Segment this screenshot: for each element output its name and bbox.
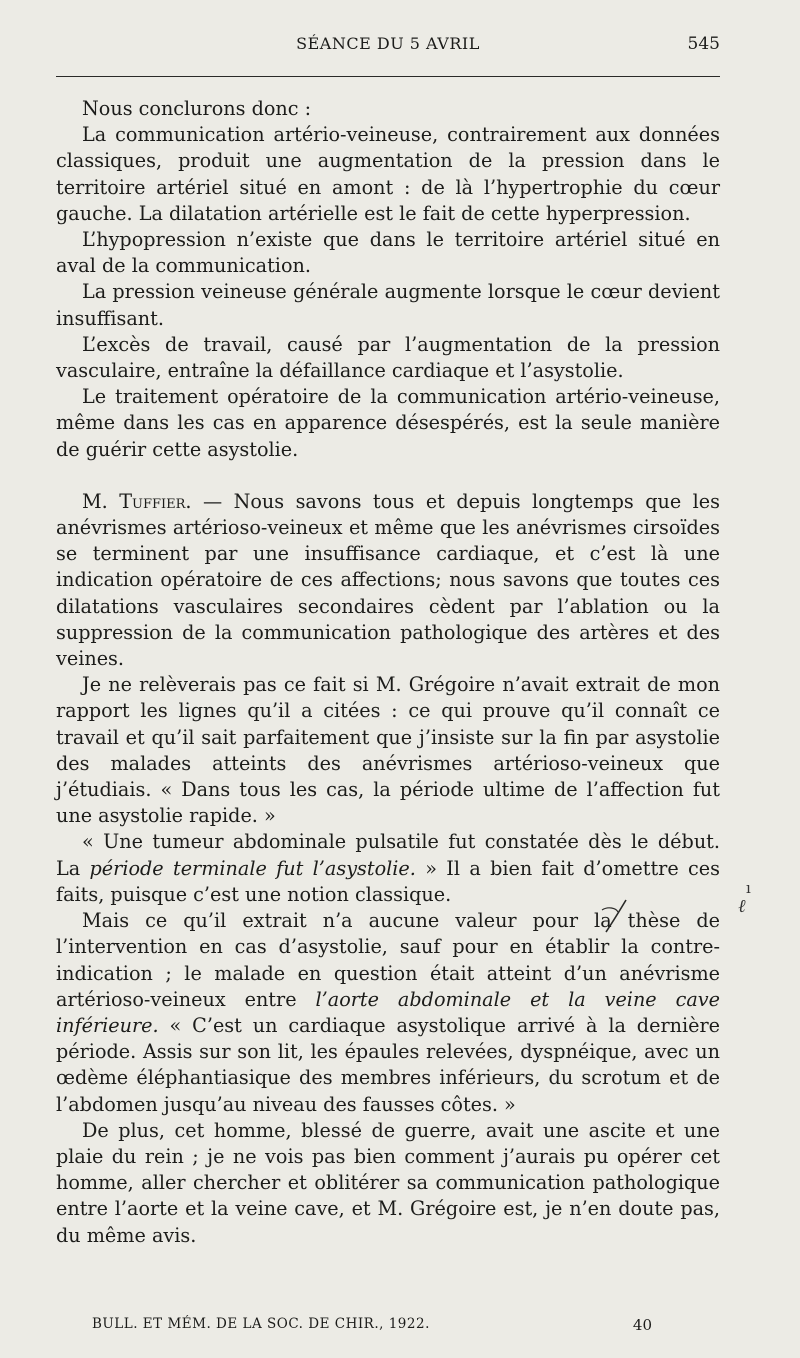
- paragraph-tuffier-intro: [56, 489, 720, 672]
- italic-phrase: période terminale fut l’asystolie.: [89, 856, 416, 880]
- speaker-name: M. Tuffier.: [82, 489, 192, 513]
- page-number: 545: [687, 34, 720, 54]
- quote-text: « Une tumeur abdominale pulsatile fut constatée dès le début. La: [56, 830, 720, 880]
- paragraph-text: « C’est un cardiaque asystolique arrivé à la dernière période. Assis sur son lit, les épaules relevées, dyspnéique, avec un œdème éléphantiasique des membres inférieurs, du scrotum et de l’abdomen jusqu’au niveau des fausses côtes. »: [56, 1013, 720, 1116]
- paragraph: La pression veineuse générale augmente lorsque le cœur devient insuffisant.: [56, 280, 720, 330]
- running-head: [56, 34, 720, 56]
- paragraph-text: — Nous savons tous et depuis longtemps que les anévrismes artérioso-veineux et même que les anévrismes cirsoïdes se terminent par une insuffisance cardiaque, et c’est là une indication opératoire de ces affections; nous savons que toutes ces dilatations vasculaires secondaires cèdent par l’ablation ou la suppression de la communication pathologique des artères et des veines.: [56, 489, 720, 671]
- margin-note: ı: [746, 879, 751, 897]
- footer-journal: BULL. ET MÉM. DE LA SOC. DE CHIR., 1922.: [92, 1316, 430, 1332]
- paragraph: L’excès de travail, causé par l’augmentation de la pression vasculaire, entraîne la défaillance cardiaque et l’asystolie.: [56, 332, 720, 383]
- body-text: [56, 96, 720, 1249]
- paragraph: L’hypopression n’existe que dans le territoire artériel situé en aval de la communication.: [56, 228, 720, 278]
- footer-sheet-number: 40: [632, 1316, 652, 1334]
- quote-text: » Il a bien fait d’omettre ces faits, puisque c’est une notion classique.: [56, 856, 720, 906]
- paragraph-text: Mais ce qu’il extrait n’a aucune valeur pour la thèse de l’intervention en cas d’asystolie, sauf pour en établir la contre-indication ; le malade en question était atteint d’un anévrisme artérioso-veineux entre: [56, 909, 720, 1011]
- paragraph: De plus, cet homme, blessé de guerre, avait une ascite et une plaie du rein ; je ne vois pas bien comment j’aurais pu opérer cet homme, aller chercher et oblitérer sa communication pathologique entre l’aorte et la veine cave, et M. Grégoire est, je n’en doute pas, du même avis.: [56, 1118, 720, 1247]
- paragraph: La communication artério-veineuse, contrairement aux données classiques, produit une augmentation de la pression dans le territoire artériel situé en amont : de là l’hypertrophie du cœur gauche. La dilatation artérielle est le fait de cette hyperpression.: [56, 123, 720, 225]
- paragraph: Nous conclurons donc :: [82, 97, 312, 120]
- handwritten-correction-mark: [596, 896, 636, 936]
- italic-phrase: l’aorte abdominale et la veine cave inférieure.: [56, 987, 720, 1037]
- paragraph: Je ne relèverais pas ce fait si M. Grégoire n’avait extrait de mon rapport les lignes qu’il a citées : ce qui prouve qu’il connaît ce travail et qu’il sait parfaitement que j’insiste sur la fin par asystolie des malades atteints des anévrismes artérioso-veineux que j’étudiais. « Dans tous les cas, la période ultime de l’affection fut une asystolie rapide. »: [56, 673, 720, 828]
- running-title: SÉANCE DU 5 AVRIL: [296, 34, 480, 53]
- paragraph: Le traitement opératoire de la communication artério-veineuse, même dans les cas en apparence désespérés, est la seule manière de guérir cette asystolie.: [56, 385, 720, 461]
- header-rule: [56, 76, 720, 77]
- paragraph: [56, 908, 720, 1118]
- page-footer: [92, 1316, 652, 1338]
- margin-note: ℓ: [738, 896, 746, 917]
